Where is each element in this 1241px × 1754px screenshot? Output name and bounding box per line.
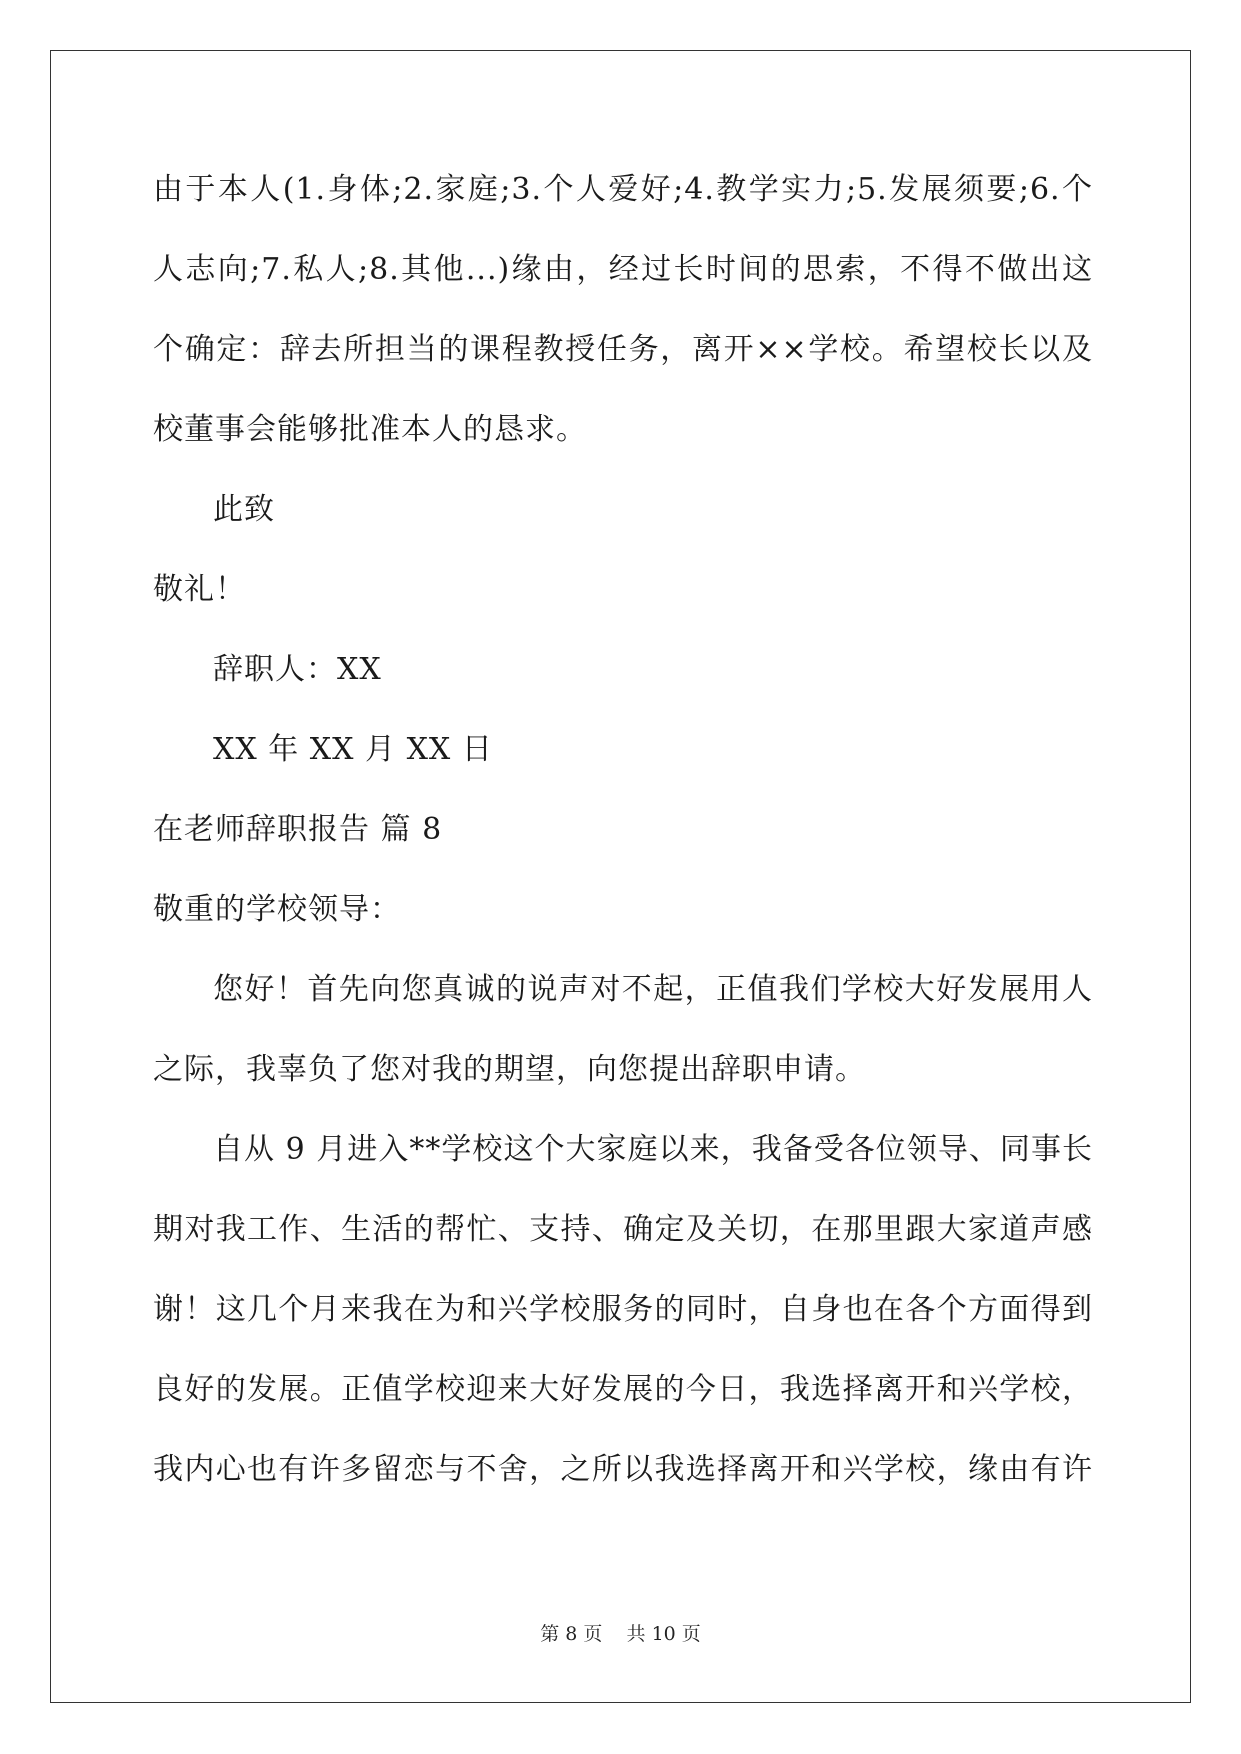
paragraph-line: 您好！首先向您真诚的说声对不起，正值我们学校大好发展用人 bbox=[213, 972, 1093, 1007]
date-line: XX 年 XX 月 XX 日 bbox=[213, 732, 493, 767]
signatory: 辞职人：XX bbox=[213, 652, 382, 687]
paragraph-line: 良好的发展。正值学校迎来大好发展的今日，我选择离开和兴学校， bbox=[153, 1372, 1093, 1407]
paragraph-line: 校董事会能够批准本人的恳求。 bbox=[153, 412, 587, 447]
page-number: 第 8 页 bbox=[540, 1623, 603, 1645]
paragraph-line: 人志向;7.私人;8.其他...)缘由，经过长时间的思索，不得不做出这 bbox=[153, 252, 1093, 287]
paragraph-line: 个确定：辞去所担当的课程教授任务，离开××学校。希望校长以及 bbox=[153, 332, 1093, 367]
section-title: 在老师辞职报告 篇 8 bbox=[153, 812, 443, 847]
page-footer bbox=[0, 1622, 1241, 1646]
paragraph-line: 期对我工作、生活的帮忙、支持、确定及关切，在那里跟大家道声感 bbox=[153, 1212, 1093, 1247]
paragraph-line: 我内心也有许多留恋与不舍，之所以我选择离开和兴学校，缘由有许 bbox=[153, 1452, 1093, 1487]
paragraph-line: 之际，我辜负了您对我的期望，向您提出辞职申请。 bbox=[153, 1052, 866, 1087]
greeting: 敬重的学校领导： bbox=[153, 892, 401, 927]
paragraph-line: 谢！这几个月来我在为和兴学校服务的同时，自身也在各个方面得到 bbox=[153, 1292, 1093, 1327]
closing-respect: 敬礼！ bbox=[153, 572, 246, 607]
paragraph-line: 自从 9 月进入**学校这个大家庭以来，我备受各位领导、同事长 bbox=[213, 1132, 1093, 1167]
page-total: 共 10 页 bbox=[626, 1623, 701, 1645]
closing-salutation: 此致 bbox=[213, 492, 275, 527]
paragraph-line: 由于本人(1.身体;2.家庭;3.个人爱好;4.教学实力;5.发展须要;6.个 bbox=[153, 172, 1093, 207]
